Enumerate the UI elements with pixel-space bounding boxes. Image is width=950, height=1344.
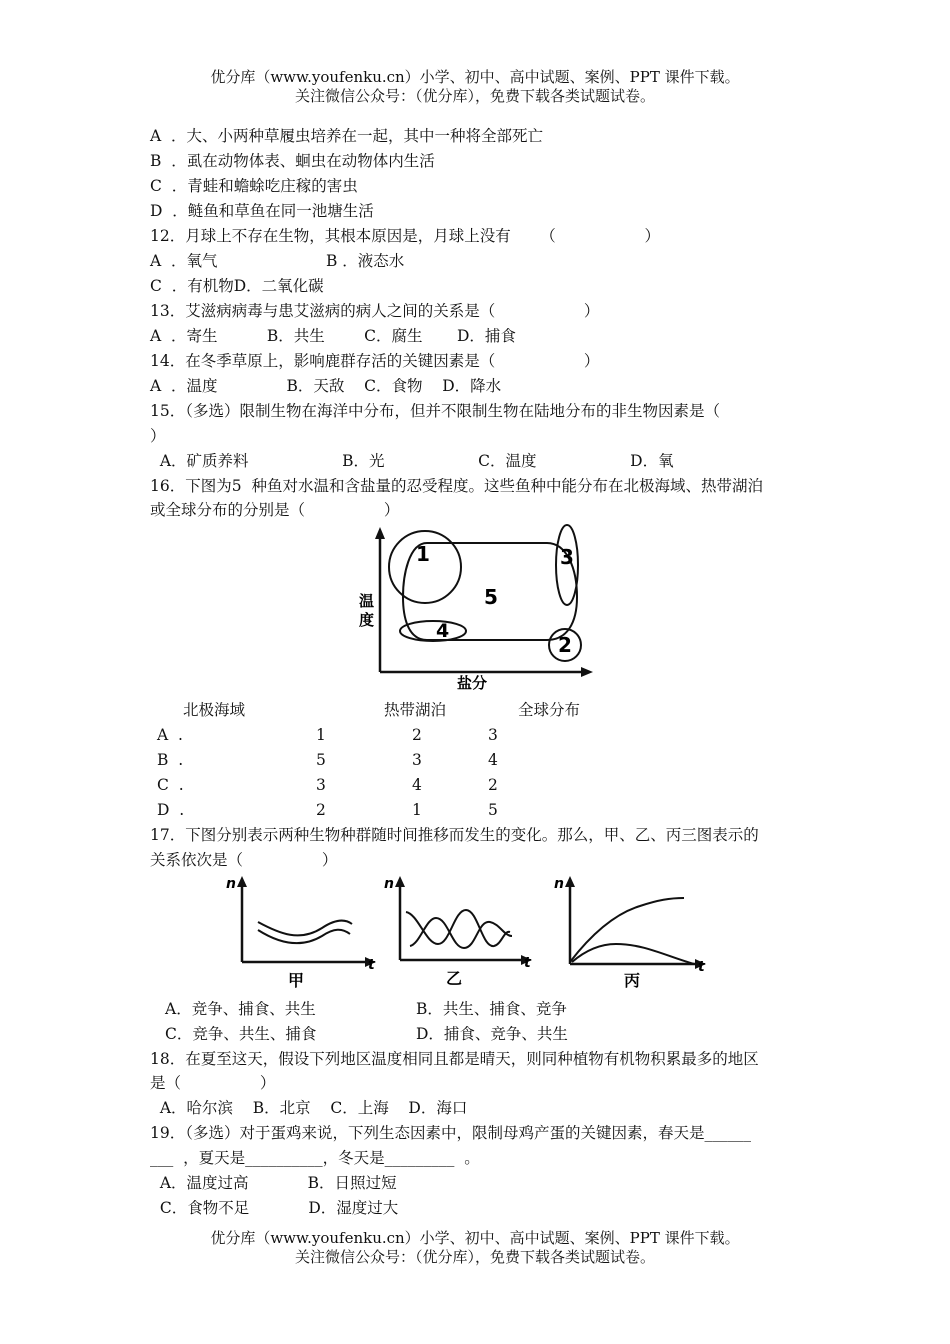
- q16-fig-label-2: 2: [558, 633, 572, 657]
- q16-row-v1: 2: [316, 801, 326, 819]
- q16-row-opt: C .: [157, 776, 184, 794]
- q16-col-head-tropical: 热带湖泊: [384, 701, 447, 719]
- q16-fig-label-1: 1: [416, 542, 430, 566]
- q16-fig-label-5: 5: [484, 585, 498, 609]
- q16-stem-line2: 或全球分布的分别是（ ）: [150, 501, 400, 519]
- q17-graph-jia: [222, 872, 382, 992]
- q16-row-v1: 5: [316, 751, 326, 769]
- q16-fig-label-3: 3: [560, 545, 574, 569]
- q13-stem: 13．艾滋病病毒与患艾滋病的病人之间的关系是（ ）: [150, 302, 600, 320]
- q18-options: A．哈尔滨 B．北京 C．上海 D．海口: [150, 1099, 468, 1117]
- q17-axis-t: t: [524, 955, 531, 971]
- q16-row-v3: 4: [488, 751, 498, 769]
- q14-options: A ．温度 B．天敌 C．食物 D．降水: [150, 377, 502, 395]
- q16-fig-ylabel-bottom: 度: [359, 611, 375, 629]
- q12-options-ab: A ．氧气 B ．液态水: [150, 252, 405, 270]
- q18-stem-line2: 是（ ）: [150, 1074, 276, 1092]
- footer-line-2: 关注微信公众号：（优分库），免费下载各类试题试卷。: [294, 1248, 655, 1266]
- q16-row-v1: 1: [316, 726, 326, 744]
- q15-stem-line1: 15．（多选）限制生物在海洋中分布，但并不限制生物在陆地分布的非生物因素是（: [150, 402, 720, 420]
- q17-stem-line1: 17．下图分别表示两种生物种群随时间推移而发生的变化。那么，甲、乙、丙三图表示的: [150, 826, 759, 844]
- q17-axis-n: n: [554, 876, 564, 892]
- q17-stem-line2: 关系依次是（ ）: [150, 851, 338, 869]
- q16-row-opt: D .: [157, 801, 185, 819]
- q17-axis-t: t: [368, 957, 375, 973]
- q17-label-yi: 乙: [446, 969, 463, 988]
- header-line-1: 优分库（www.youfenku.cn）小学、初中、高中试题、案例、PPT 课件下载。: [210, 68, 740, 86]
- q16-row-opt: B .: [157, 751, 184, 769]
- q19-options-cd: C．食物不足 D．湿度过大: [150, 1199, 399, 1217]
- q17-option-b: B．共生、捕食、竞争: [416, 1000, 567, 1018]
- q12-stem: 12．月球上不存在生物，其根本原因是，月球上没有 （ ）: [150, 227, 660, 245]
- q19-stem-line2: ___ ，夏天是__________，冬天是_________ 。: [150, 1149, 480, 1167]
- q18-stem-line1: 18．在夏至这天，假设下列地区温度相同且都是晴天，则同种植物有机物积累最多的地区: [150, 1050, 759, 1068]
- q16-stem-line1: 16．下图为5 种鱼对水温和含盐量的忍受程度。这些鱼种中能分布在北极海域、热带湖泊: [150, 477, 763, 495]
- q17-axis-t: t: [698, 959, 705, 975]
- q17-option-a: A．竞争、捕食、共生: [165, 1000, 316, 1018]
- q16-row-v2: 2: [412, 726, 422, 744]
- q17-option-d: D．捕食、竞争、共生: [416, 1025, 568, 1043]
- q16-row-opt: A .: [157, 726, 183, 744]
- q11-option-d: D ．鲢鱼和草鱼在同一池塘生活: [150, 202, 374, 220]
- q11-option-b: B ．虱在动物体表、蛔虫在动物体内生活: [150, 152, 435, 170]
- q16-col-head-arctic: 北极海域: [183, 701, 246, 719]
- footer-line-1: 优分库（www.youfenku.cn）小学、初中、高中试题、案例、PPT 课件下载。: [210, 1229, 740, 1247]
- q16-row-v3: 2: [488, 776, 498, 794]
- q12-options-cd: C ．有机物D．二氧化碳: [150, 277, 324, 295]
- q16-fig-xlabel: 盐分: [457, 674, 488, 692]
- q17-graph-bing: [550, 872, 715, 992]
- q15-stem-line2: ）: [150, 427, 166, 445]
- q19-stem-line1: 19．（多选）对于蛋鸡来说，下列生态因素中，限制母鸡产蛋的关键因素，春天是______: [150, 1124, 751, 1142]
- header-line-2: 关注微信公众号：（优分库），免费下载各类试题试卷。: [294, 87, 655, 105]
- q16-row-v1: 3: [316, 776, 326, 794]
- q16-fig-ylabel-top: 温: [359, 592, 375, 610]
- q17-label-jia: 甲: [288, 971, 305, 990]
- q17-option-c: C．竞争、共生、捕食: [165, 1025, 317, 1043]
- q15-options: A．矿质养料 B．光 C．温度 D．氧: [150, 452, 674, 470]
- q16-row-v3: 5: [488, 801, 498, 819]
- q11-option-c: C ．青蛙和蟾蜍吃庄稼的害虫: [150, 177, 358, 195]
- q16-row-v2: 3: [412, 751, 422, 769]
- q16-row-v3: 3: [488, 726, 498, 744]
- q19-options-ab: A．温度过高 B．日照过短: [150, 1174, 397, 1192]
- q17-label-bing: 丙: [624, 971, 641, 990]
- q16-row-v2: 1: [412, 801, 422, 819]
- q17-axis-n: n: [226, 876, 236, 892]
- q16-fig-label-4: 4: [436, 620, 450, 642]
- q16-tolerance-figure: [355, 525, 595, 695]
- q13-options: A ．寄生 B．共生 C．腐生 D．捕食: [150, 327, 516, 345]
- q17-axis-n: n: [384, 876, 394, 892]
- q11-option-a: A ．大、小两种草履虫培养在一起，其中一种将全部死亡: [150, 127, 544, 145]
- q17-graph-yi: [380, 872, 540, 992]
- q16-col-head-global: 全球分布: [518, 701, 581, 719]
- q16-row-v2: 4: [412, 776, 422, 794]
- q14-stem: 14．在冬季草原上，影响鹿群存活的关键因素是（ ）: [150, 352, 600, 370]
